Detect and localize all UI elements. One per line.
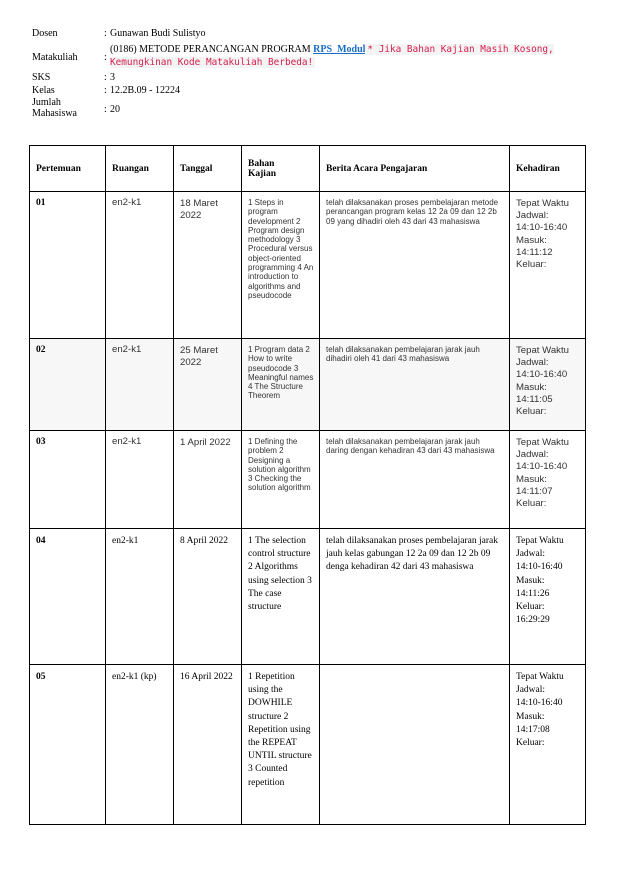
- kelas-colon: :: [104, 85, 107, 96]
- header-berita-acara: Berita Acara Pengajaran: [320, 146, 510, 192]
- table-header-row: [30, 146, 586, 192]
- table-row: [30, 192, 586, 339]
- header-ruangan: Ruangan: [106, 146, 174, 192]
- header-kehadiran: Kehadiran: [510, 146, 586, 192]
- berita-acara-cell: telah dilaksanakan pembelajaran jarak jauh daring dengan kehadiran 43 dari 43 mahasiswa: [320, 431, 510, 529]
- pertemuan-cell: 02: [30, 339, 106, 431]
- bahan-kajian-cell: 1 Steps in program development 2 Program design methodology 3 Procedural versus object-oriented programming 4 An introduction to algorithms and pseudocode: [242, 192, 320, 339]
- dosen-label: Dosen: [32, 28, 58, 39]
- tanggal-cell: 16 April 2022: [174, 665, 242, 825]
- kehadiran-cell: Tepat Waktu Jadwal: 14:10-16:40 Masuk: 14:11:26 Keluar: 16:29:29: [510, 529, 586, 665]
- rps-modul-link[interactable]: RPS_Modul: [313, 44, 366, 55]
- table-row: [30, 339, 586, 431]
- berita-acara-cell: telah dilaksanakan pembelajaran jarak jauh dihadiri oleh 41 dari 43 mahasiswa: [320, 339, 510, 431]
- kelas-label: Kelas: [32, 85, 55, 96]
- berita-acara-table: [29, 145, 586, 825]
- bahan-kajian-cell: 1 Defining the problem 2 Designing a solution algorithm 3 Checking the solution algorithm: [242, 431, 320, 529]
- header-tanggal: Tanggal: [174, 146, 242, 192]
- matakuliah-value: [110, 43, 590, 69]
- berita-acara-cell: telah dilaksanakan proses pembelajaran jarak jauh kelas gabungan 12 2a 09 dan 12 2b 09 denga kehadiran 42 dari 43 mahasiswa: [320, 529, 510, 665]
- ruangan-cell: en2-k1: [106, 339, 174, 431]
- bahan-kajian-cell: 1 The selection control structure 2 Algorithms using selection 3 The case structure: [242, 529, 320, 665]
- ruangan-cell: en2-k1: [106, 431, 174, 529]
- sks-label: SKS: [32, 72, 51, 83]
- jumlah-label: Jumlah Mahasiswa: [32, 97, 77, 119]
- kehadiran-cell: Tepat Waktu Jadwal: 14:10-16:40 Masuk: 14:11:12 Keluar:: [510, 192, 586, 339]
- dosen-value: Gunawan Budi Sulistyo: [110, 28, 206, 39]
- bahan-kajian-cell: 1 Program data 2 How to write pseudocode 3 Meaningful names 4 The Structure Theorem: [242, 339, 320, 431]
- pertemuan-cell: 03: [30, 431, 106, 529]
- jumlah-value: 20: [110, 104, 120, 115]
- sks-value: 3: [110, 72, 115, 83]
- sks-colon: :: [104, 72, 107, 83]
- bahan-kajian-cell: 1 Repetition using the DOWHILE structure 2 Repetition using the REPEAT UNTIL structure 3 Counted repetition: [242, 665, 320, 825]
- kelas-value: 12.2B.09 - 12224: [110, 85, 180, 96]
- matakuliah-label: Matakuliah: [32, 52, 78, 63]
- header-bahan-kajian: Bahan Kajian: [242, 146, 320, 192]
- pertemuan-cell: 01: [30, 192, 106, 339]
- tanggal-cell: 8 April 2022: [174, 529, 242, 665]
- ruangan-cell: en2-k1: [106, 529, 174, 665]
- matakuliah-colon: :: [104, 52, 107, 63]
- jumlah-colon: :: [104, 104, 107, 115]
- berita-acara-cell: telah dilaksanakan proses pembelajaran metode perancangan program kelas 12 2a 09 dan 12 2b 09 yang dihadiri oleh 43 dari 43 mahasiswa: [320, 192, 510, 339]
- table-row: [30, 665, 586, 825]
- kehadiran-cell: Tepat Waktu Jadwal: 14:10-16:40 Masuk: 14:11:05 Keluar:: [510, 339, 586, 431]
- kehadiran-cell: Tepat Waktu Jadwal: 14:10-16:40 Masuk: 14:11:07 Keluar:: [510, 431, 586, 529]
- table-row: [30, 529, 586, 665]
- tanggal-cell: 25 Maret 2022: [174, 339, 242, 431]
- pertemuan-cell: 04: [30, 529, 106, 665]
- ruangan-cell: en2-k1 (kp): [106, 665, 174, 825]
- matakuliah-name: (0186) METODE PERANCANGAN PROGRAM: [110, 44, 311, 55]
- ruangan-cell: en2-k1: [106, 192, 174, 339]
- table-row: [30, 431, 586, 529]
- berita-acara-cell: [320, 665, 510, 825]
- kehadiran-cell: Tepat Waktu Jadwal: 14:10-16:40 Masuk: 14:17:08 Keluar:: [510, 665, 586, 825]
- tanggal-cell: 18 Maret 2022: [174, 192, 242, 339]
- pertemuan-cell: 05: [30, 665, 106, 825]
- tanggal-cell: 1 April 2022: [174, 431, 242, 529]
- header-pertemuan: Pertemuan: [30, 146, 106, 192]
- kode-warning-text: * Jika Bahan Kajian Masih Kosong, Kemungkinan Kode Matakuliah Berbeda!: [110, 44, 554, 68]
- dosen-colon: :: [104, 28, 107, 39]
